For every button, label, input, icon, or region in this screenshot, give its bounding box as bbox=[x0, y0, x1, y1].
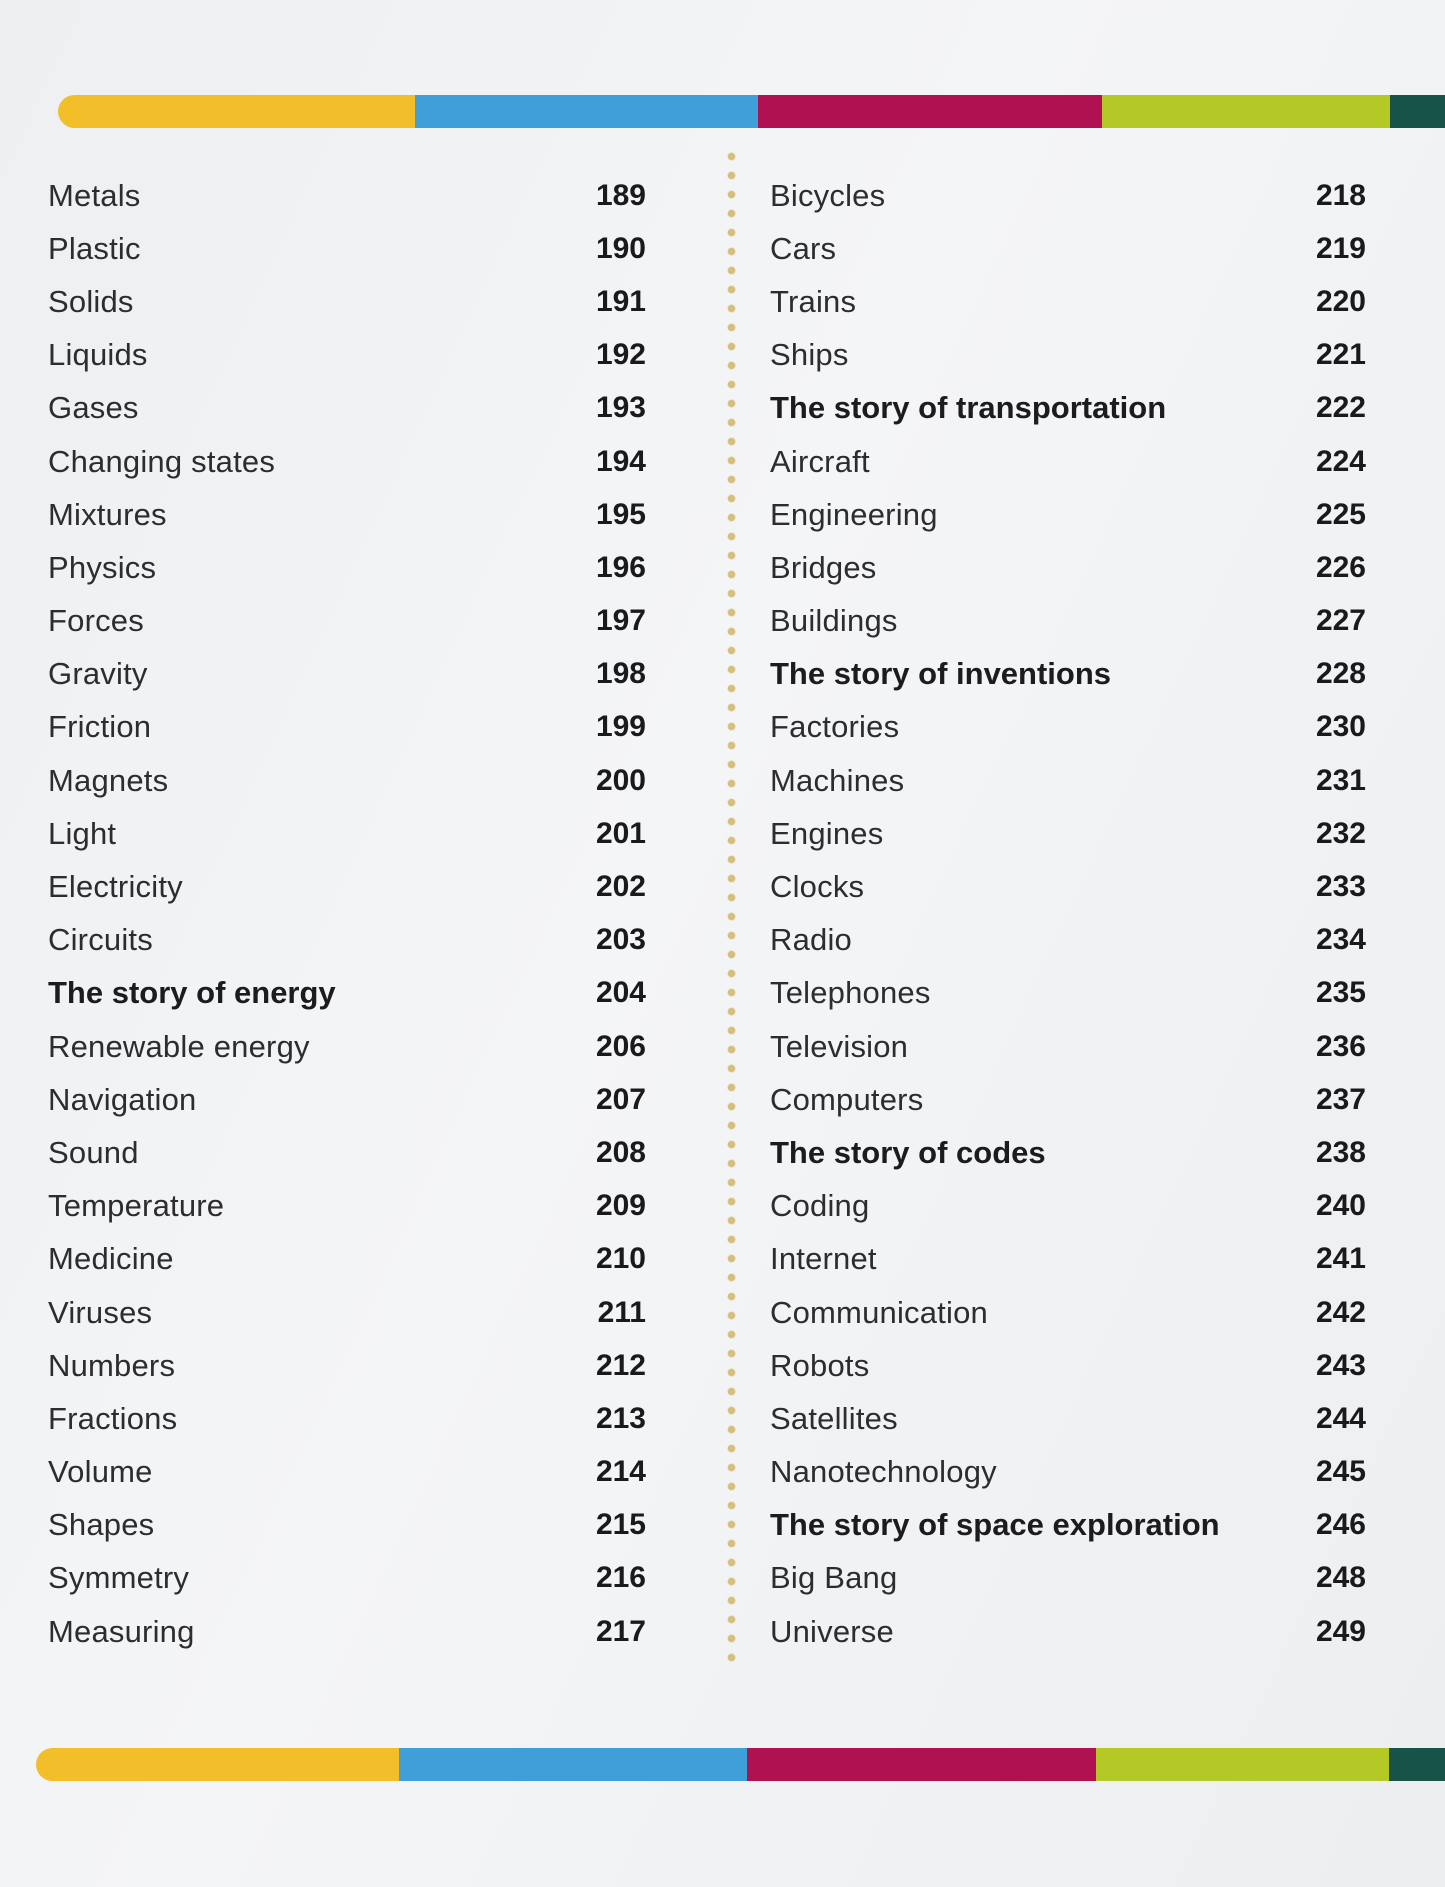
toc-entry-page-number: 248 bbox=[1315, 1561, 1366, 1595]
toc-entry-page-number: 210 bbox=[595, 1242, 646, 1276]
toc-entry bbox=[770, 595, 1366, 648]
bar-segment-lime bbox=[1102, 95, 1390, 128]
toc-entry-page-number: 233 bbox=[1315, 870, 1366, 904]
toc-entry-label: Universe bbox=[770, 1613, 894, 1649]
toc-entry-page-number: 212 bbox=[595, 1348, 646, 1382]
toc-entry bbox=[48, 1446, 646, 1499]
toc-entry-label: Satellites bbox=[770, 1400, 898, 1436]
toc-entry-label: Engineering bbox=[770, 496, 938, 532]
toc-entry-label: Factories bbox=[770, 709, 900, 745]
toc-entry-label: Gases bbox=[48, 390, 139, 426]
bottom-decorative-bar bbox=[36, 1748, 1445, 1781]
toc-entry-page-number: 244 bbox=[1315, 1401, 1366, 1435]
toc-entry-page-number: 221 bbox=[1315, 338, 1366, 372]
toc-entry-label: Light bbox=[48, 815, 117, 851]
toc-entry-label: Internet bbox=[770, 1241, 877, 1277]
toc-entry-label: Renewable energy bbox=[48, 1028, 310, 1064]
toc-entry bbox=[770, 1339, 1366, 1392]
toc-entry-page-number: 197 bbox=[595, 604, 646, 638]
toc-entry-label: Coding bbox=[770, 1188, 870, 1224]
toc-entry-page-number: 249 bbox=[1315, 1614, 1366, 1648]
toc-entry bbox=[770, 435, 1366, 488]
toc-entry-page-number: 218 bbox=[1315, 178, 1366, 212]
toc-entry bbox=[48, 754, 646, 807]
toc-entry-page-number: 192 bbox=[595, 338, 646, 372]
toc-entry-label: Big Bang bbox=[770, 1560, 898, 1596]
toc-entry bbox=[48, 1286, 646, 1339]
toc-entry bbox=[48, 595, 646, 648]
toc-entry-label: Changing states bbox=[48, 443, 276, 479]
toc-entry bbox=[48, 1339, 646, 1392]
toc-entry-page-number: 225 bbox=[1315, 497, 1366, 531]
toc-entry-label: Bicycles bbox=[770, 177, 886, 213]
toc-entry-label: Aircraft bbox=[770, 443, 870, 479]
toc-entry-label: Cars bbox=[770, 230, 837, 266]
bar-segment-yellow bbox=[36, 1748, 399, 1781]
toc-entry-page-number: 230 bbox=[1315, 710, 1366, 744]
toc-entry bbox=[48, 329, 646, 382]
toc-entry-page-number: 204 bbox=[595, 976, 646, 1010]
bar-segment-lime bbox=[1096, 1748, 1389, 1781]
toc-entry-label: Forces bbox=[48, 603, 144, 639]
toc-entry-label: Television bbox=[770, 1028, 909, 1064]
toc-entry bbox=[770, 754, 1366, 807]
toc-entry-label: Radio bbox=[770, 922, 852, 958]
toc-entry bbox=[770, 1073, 1366, 1126]
toc-entry-label: Computers bbox=[770, 1081, 924, 1117]
toc-entry-page-number: 224 bbox=[1315, 444, 1366, 478]
toc-entry-label: Numbers bbox=[48, 1347, 176, 1383]
toc-entry-label: Fractions bbox=[48, 1400, 178, 1436]
toc-entry bbox=[48, 648, 646, 701]
toc-entry bbox=[48, 967, 646, 1020]
toc-entry-label: Electricity bbox=[48, 869, 183, 905]
toc-column-right bbox=[770, 169, 1366, 1658]
bar-segment-teal bbox=[1389, 1748, 1445, 1781]
toc-entry-label: Sound bbox=[48, 1134, 139, 1170]
toc-entry bbox=[48, 1605, 646, 1658]
toc-entry bbox=[770, 1605, 1366, 1658]
toc-entry bbox=[48, 914, 646, 967]
toc-entry-page-number: 207 bbox=[595, 1082, 646, 1116]
toc-entry bbox=[48, 701, 646, 754]
toc-entry-label: Volume bbox=[48, 1454, 153, 1490]
toc-entry-label: The story of space exploration bbox=[770, 1507, 1220, 1543]
toc-entry bbox=[770, 807, 1366, 860]
toc-entry-page-number: 198 bbox=[595, 657, 646, 691]
toc-entry-label: Plastic bbox=[48, 230, 141, 266]
toc-entry-page-number: 240 bbox=[1315, 1189, 1366, 1223]
toc-entry-page-number: 238 bbox=[1315, 1135, 1366, 1169]
toc-entry-page-number: 196 bbox=[595, 550, 646, 584]
toc-entry-page-number: 213 bbox=[595, 1401, 646, 1435]
column-divider-dotted-line bbox=[727, 152, 736, 1664]
toc-entry-label: Telephones bbox=[770, 975, 931, 1011]
toc-entry bbox=[770, 1020, 1366, 1073]
toc-entry bbox=[48, 275, 646, 328]
toc-entry bbox=[770, 488, 1366, 541]
toc-entry-page-number: 211 bbox=[597, 1295, 646, 1329]
toc-entry-page-number: 231 bbox=[1315, 763, 1366, 797]
toc-entry-label: The story of codes bbox=[770, 1134, 1046, 1170]
toc-entry-page-number: 201 bbox=[595, 816, 646, 850]
toc-entry-label: Symmetry bbox=[48, 1560, 190, 1596]
toc-entry-label: Ships bbox=[770, 337, 849, 373]
toc-entry bbox=[48, 541, 646, 594]
toc-entry-page-number: 232 bbox=[1315, 816, 1366, 850]
toc-entry bbox=[770, 967, 1366, 1020]
toc-entry bbox=[770, 222, 1366, 275]
toc-entry bbox=[48, 222, 646, 275]
toc-entry-label: Circuits bbox=[48, 922, 153, 958]
toc-entry-label: Solids bbox=[48, 283, 134, 319]
toc-entry-page-number: 227 bbox=[1315, 604, 1366, 638]
toc-entry-label: Gravity bbox=[48, 656, 148, 692]
toc-entry bbox=[48, 860, 646, 913]
toc-entry-label: The story of energy bbox=[48, 975, 336, 1011]
toc-entry bbox=[770, 860, 1366, 913]
toc-entry bbox=[48, 435, 646, 488]
toc-entry bbox=[48, 1126, 646, 1179]
toc-entry bbox=[770, 914, 1366, 967]
toc-entry-page-number: 200 bbox=[595, 763, 646, 797]
toc-entry-page-number: 189 bbox=[595, 178, 646, 212]
toc-entry bbox=[770, 275, 1366, 328]
toc-entry-label: The story of inventions bbox=[770, 656, 1112, 692]
toc-entry-label: Temperature bbox=[48, 1188, 225, 1224]
toc-entry-page-number: 226 bbox=[1315, 550, 1366, 584]
toc-entry bbox=[48, 1073, 646, 1126]
toc-entry-page-number: 217 bbox=[595, 1614, 646, 1648]
toc-entry-page-number: 190 bbox=[595, 231, 646, 265]
toc-entry bbox=[48, 1552, 646, 1605]
toc-entry-page-number: 191 bbox=[595, 284, 646, 318]
toc-entry-label: Liquids bbox=[48, 337, 148, 373]
toc-entry-page-number: 243 bbox=[1315, 1348, 1366, 1382]
toc-entry-page-number: 202 bbox=[595, 870, 646, 904]
toc-entry-label: The story of transportation bbox=[770, 390, 1167, 426]
toc-entry bbox=[48, 1499, 646, 1552]
bar-segment-blue bbox=[399, 1748, 748, 1781]
toc-entry bbox=[770, 169, 1366, 222]
toc-entry-page-number: 193 bbox=[595, 391, 646, 425]
toc-entry-page-number: 246 bbox=[1315, 1508, 1366, 1542]
toc-entry-label: Trains bbox=[770, 283, 857, 319]
toc-entry-page-number: 195 bbox=[595, 497, 646, 531]
bar-segment-blue bbox=[415, 95, 758, 128]
toc-entry-label: Metals bbox=[48, 177, 141, 213]
bar-segment-crimson bbox=[747, 1748, 1096, 1781]
toc-entry bbox=[48, 807, 646, 860]
toc-entry-page-number: 245 bbox=[1315, 1455, 1366, 1489]
toc-entry bbox=[770, 541, 1366, 594]
toc-entry bbox=[770, 1180, 1366, 1233]
toc-entry-page-number: 214 bbox=[595, 1455, 646, 1489]
toc-entry-label: Viruses bbox=[48, 1294, 153, 1330]
toc-entry bbox=[48, 1392, 646, 1445]
toc-entry bbox=[770, 1126, 1366, 1179]
toc-entry bbox=[770, 382, 1366, 435]
toc-entry-label: Communication bbox=[770, 1294, 988, 1330]
toc-entry-page-number: 215 bbox=[595, 1508, 646, 1542]
toc-entry-label: Bridges bbox=[770, 549, 877, 585]
toc-entry bbox=[770, 329, 1366, 382]
toc-entry-label: Shapes bbox=[48, 1507, 155, 1543]
toc-entry-label: Machines bbox=[770, 762, 905, 798]
toc-entry-label: Magnets bbox=[48, 762, 169, 798]
toc-entry bbox=[770, 1552, 1366, 1605]
toc-entry-page-number: 237 bbox=[1315, 1082, 1366, 1116]
toc-entry bbox=[48, 169, 646, 222]
toc-entry-page-number: 219 bbox=[1315, 231, 1366, 265]
toc-entry-page-number: 222 bbox=[1315, 391, 1366, 425]
toc-entry-page-number: 236 bbox=[1315, 1029, 1366, 1063]
toc-entry bbox=[48, 1020, 646, 1073]
toc-entry-page-number: 242 bbox=[1315, 1295, 1366, 1329]
toc-entry bbox=[770, 1392, 1366, 1445]
toc-entry bbox=[770, 1233, 1366, 1286]
toc-entry bbox=[48, 1233, 646, 1286]
toc-entry-page-number: 194 bbox=[595, 444, 646, 478]
toc-column-left bbox=[48, 169, 646, 1658]
toc-entry-page-number: 209 bbox=[595, 1189, 646, 1223]
top-decorative-bar bbox=[58, 95, 1445, 128]
toc-entry-page-number: 241 bbox=[1315, 1242, 1366, 1276]
toc-entry-page-number: 228 bbox=[1315, 657, 1366, 691]
toc-entry-label: Friction bbox=[48, 709, 152, 745]
toc-entry-label: Clocks bbox=[770, 869, 865, 905]
toc-entry bbox=[770, 1286, 1366, 1339]
toc-entry bbox=[48, 1180, 646, 1233]
toc-entry bbox=[770, 1499, 1366, 1552]
toc-entry-page-number: 234 bbox=[1315, 923, 1366, 957]
toc-entry-page-number: 199 bbox=[595, 710, 646, 744]
bar-segment-crimson bbox=[758, 95, 1101, 128]
toc-entry-label: Buildings bbox=[770, 603, 898, 639]
toc-entry-page-number: 203 bbox=[595, 923, 646, 957]
toc-entry-page-number: 206 bbox=[595, 1029, 646, 1063]
toc-entry bbox=[48, 382, 646, 435]
toc-entry-label: Navigation bbox=[48, 1081, 197, 1117]
toc-entry-label: Physics bbox=[48, 549, 157, 585]
toc-entry bbox=[770, 701, 1366, 754]
bar-segment-teal bbox=[1390, 95, 1445, 128]
toc-entry-label: Engines bbox=[770, 815, 884, 851]
toc-entry-page-number: 235 bbox=[1315, 976, 1366, 1010]
toc-entry-label: Nanotechnology bbox=[770, 1454, 997, 1490]
toc-entry-label: Robots bbox=[770, 1347, 870, 1383]
bar-segment-yellow bbox=[58, 95, 415, 128]
toc-entry-page-number: 220 bbox=[1315, 284, 1366, 318]
toc-entry-label: Measuring bbox=[48, 1613, 195, 1649]
toc-entry bbox=[770, 648, 1366, 701]
toc-entry bbox=[48, 488, 646, 541]
toc-entry-page-number: 216 bbox=[595, 1561, 646, 1595]
toc-entry-label: Mixtures bbox=[48, 496, 167, 532]
toc-entry bbox=[770, 1446, 1366, 1499]
toc-entry-label: Medicine bbox=[48, 1241, 174, 1277]
toc-entry-page-number: 208 bbox=[595, 1135, 646, 1169]
